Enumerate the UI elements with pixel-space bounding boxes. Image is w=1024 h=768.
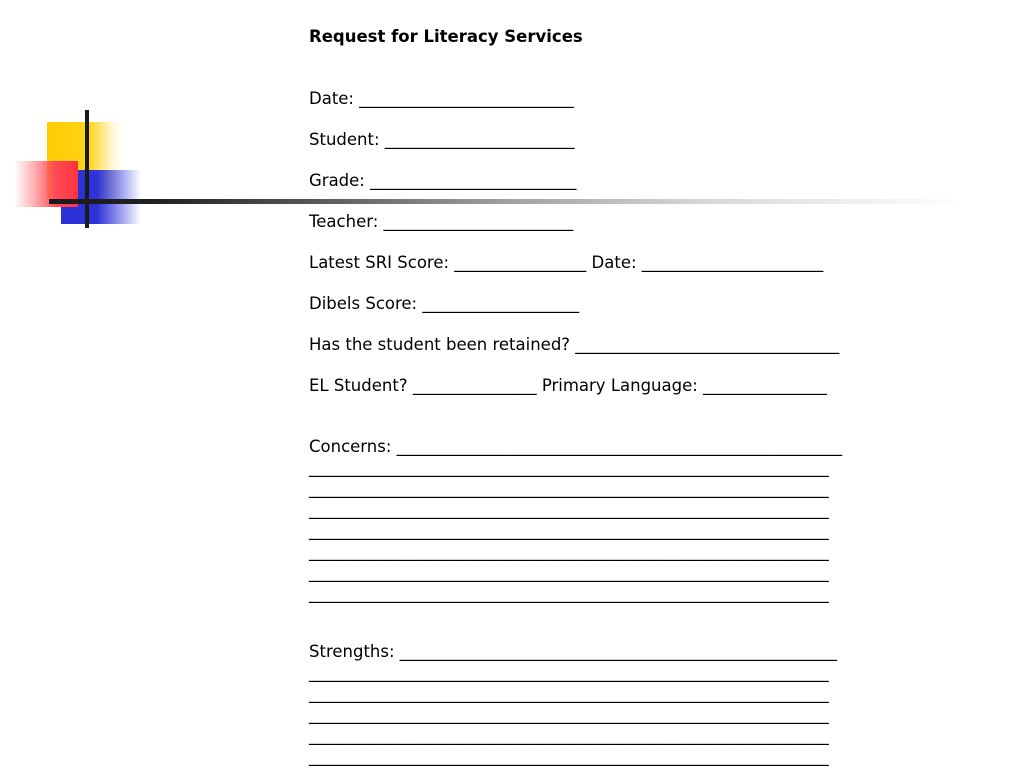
strengths-blank-line[interactable]: _______________________________________________________________	[309, 663, 829, 682]
concerns-blank-line[interactable]: _______________________________________________________________	[309, 500, 829, 519]
strengths-blank-line[interactable]: _______________________________________________________________	[309, 726, 829, 745]
retained-field[interactable]: Has the student been retained? ________________________________	[309, 335, 840, 354]
form-title: Request for Literacy Services	[309, 27, 583, 46]
sri-score-and-date-field[interactable]: Latest SRI Score: ________________ Date: ______________________	[309, 253, 824, 272]
concerns-blank-line[interactable]: _______________________________________________________________	[309, 458, 829, 477]
concerns-blank-line[interactable]: _______________________________________________________________	[309, 542, 829, 561]
strengths-blank-line[interactable]: _______________________________________________________________	[309, 705, 829, 724]
horizontal-rule-decoration	[49, 199, 964, 204]
dibels-score-field[interactable]: Dibels Score: ___________________	[309, 294, 580, 313]
date-field[interactable]: Date: __________________________	[309, 89, 574, 108]
concerns-blank-line[interactable]: _______________________________________________________________	[309, 521, 829, 540]
red-square-decoration	[14, 161, 78, 207]
blue-square-decoration	[61, 170, 141, 224]
teacher-field[interactable]: Teacher: _______________________	[309, 212, 574, 231]
concerns-blank-line[interactable]: _______________________________________________________________	[309, 479, 829, 498]
strengths-blank-line[interactable]: _______________________________________________________________	[309, 684, 829, 703]
grade-field[interactable]: Grade: _________________________	[309, 171, 577, 190]
student-field[interactable]: Student: _______________________	[309, 130, 575, 149]
vertical-rule-decoration	[85, 110, 89, 228]
concerns-blank-line[interactable]: _______________________________________________________________	[309, 563, 829, 582]
yellow-square-decoration	[47, 122, 123, 198]
el-student-language-field[interactable]: EL Student? _______________ Primary Language: _______________	[309, 376, 827, 395]
strengths-blank-line[interactable]: _______________________________________________________________	[309, 747, 829, 766]
concerns-blank-line[interactable]: _______________________________________________________________	[309, 584, 829, 603]
concerns-field[interactable]: Concerns: ______________________________________________________	[309, 437, 843, 456]
strengths-field[interactable]: Strengths: _____________________________________________________	[309, 642, 838, 661]
